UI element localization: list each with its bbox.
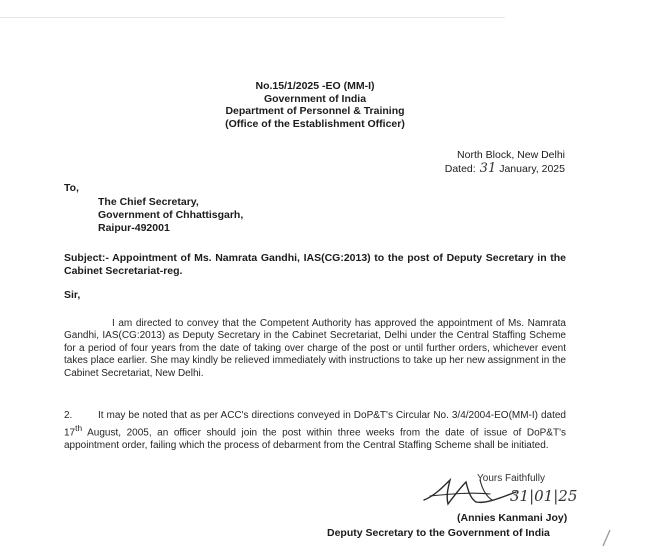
paragraph-2 <box>64 410 566 453</box>
handwritten-day: 31 <box>479 161 497 176</box>
paragraph-2-number: 2. <box>64 410 73 421</box>
paragraph-2-text-b: August, 2005, an officer should join the post within three weeks from the date of issue of DoP&T's appointment order, failing which the process of debarment from the Central Staffing Scheme shall be initiated. <box>64 427 566 452</box>
addressee-line-3: Raipur-492001 <box>98 221 170 234</box>
place-line: North Block, New Delhi <box>457 149 565 161</box>
office-name: (Office of the Establishment Officer) <box>225 117 405 130</box>
dated-month-year: January, 2025 <box>499 163 565 175</box>
paragraph-1-text: I am directed to convey that the Competent Authority has approved the appointment of Ms. Namrata Gandhi, IAS(CG:2013) as Deputy Secretary in the Cabinet Secretariat, Delhi under the Central Staffing Scheme for a period of four years from the date of taking over charge of the post or until further orders, whichever event takes place earlier. She may kindly be relieved immediately with instructions to take up her new assignment in the Cabinet Secretariat, New Delhi. <box>64 318 566 379</box>
salutation: Sir, <box>64 289 81 301</box>
signature-date: 31|01|25 <box>510 487 578 505</box>
letter-heading <box>150 80 480 130</box>
government-name: Government of India <box>263 92 367 105</box>
closing-phrase: Yours Faithfully <box>477 473 545 484</box>
addressee-block <box>98 196 243 234</box>
department-name: Department of Personnel & Training <box>225 105 405 118</box>
reference-number: No.15/1/2025 -EO (MM-I) <box>255 80 375 92</box>
margin-pen-mark <box>600 528 614 548</box>
subject-line: Subject:- Appointment of Ms. Namrata Gandhi, IAS(CG:2013) to the post of Deputy Secretary in the Cabinet Secretariat-reg. <box>64 252 566 277</box>
paragraph-2-superscript: th <box>75 423 83 434</box>
dated-label: Dated: <box>444 163 476 175</box>
signer-name: (Annies Kanmani Joy) <box>457 512 568 524</box>
addressee-line-1: The Chief Secretary, <box>98 196 199 208</box>
signer-designation: Deputy Secretary to the Government of India <box>327 527 550 539</box>
scan-edge-line <box>0 17 505 18</box>
addressee-line-2: Government of Chhattisgarh, <box>98 208 244 221</box>
date-line <box>445 162 565 176</box>
paragraph-1 <box>64 318 566 380</box>
place-and-date <box>445 149 565 176</box>
to-label: To, <box>64 182 79 194</box>
paragraph-2-text-a: It may be noted that as per ACC's directions conveyed in DoP&T's Circular No. 3/4/2004-EO(MM-I) dated 17 <box>64 410 566 439</box>
